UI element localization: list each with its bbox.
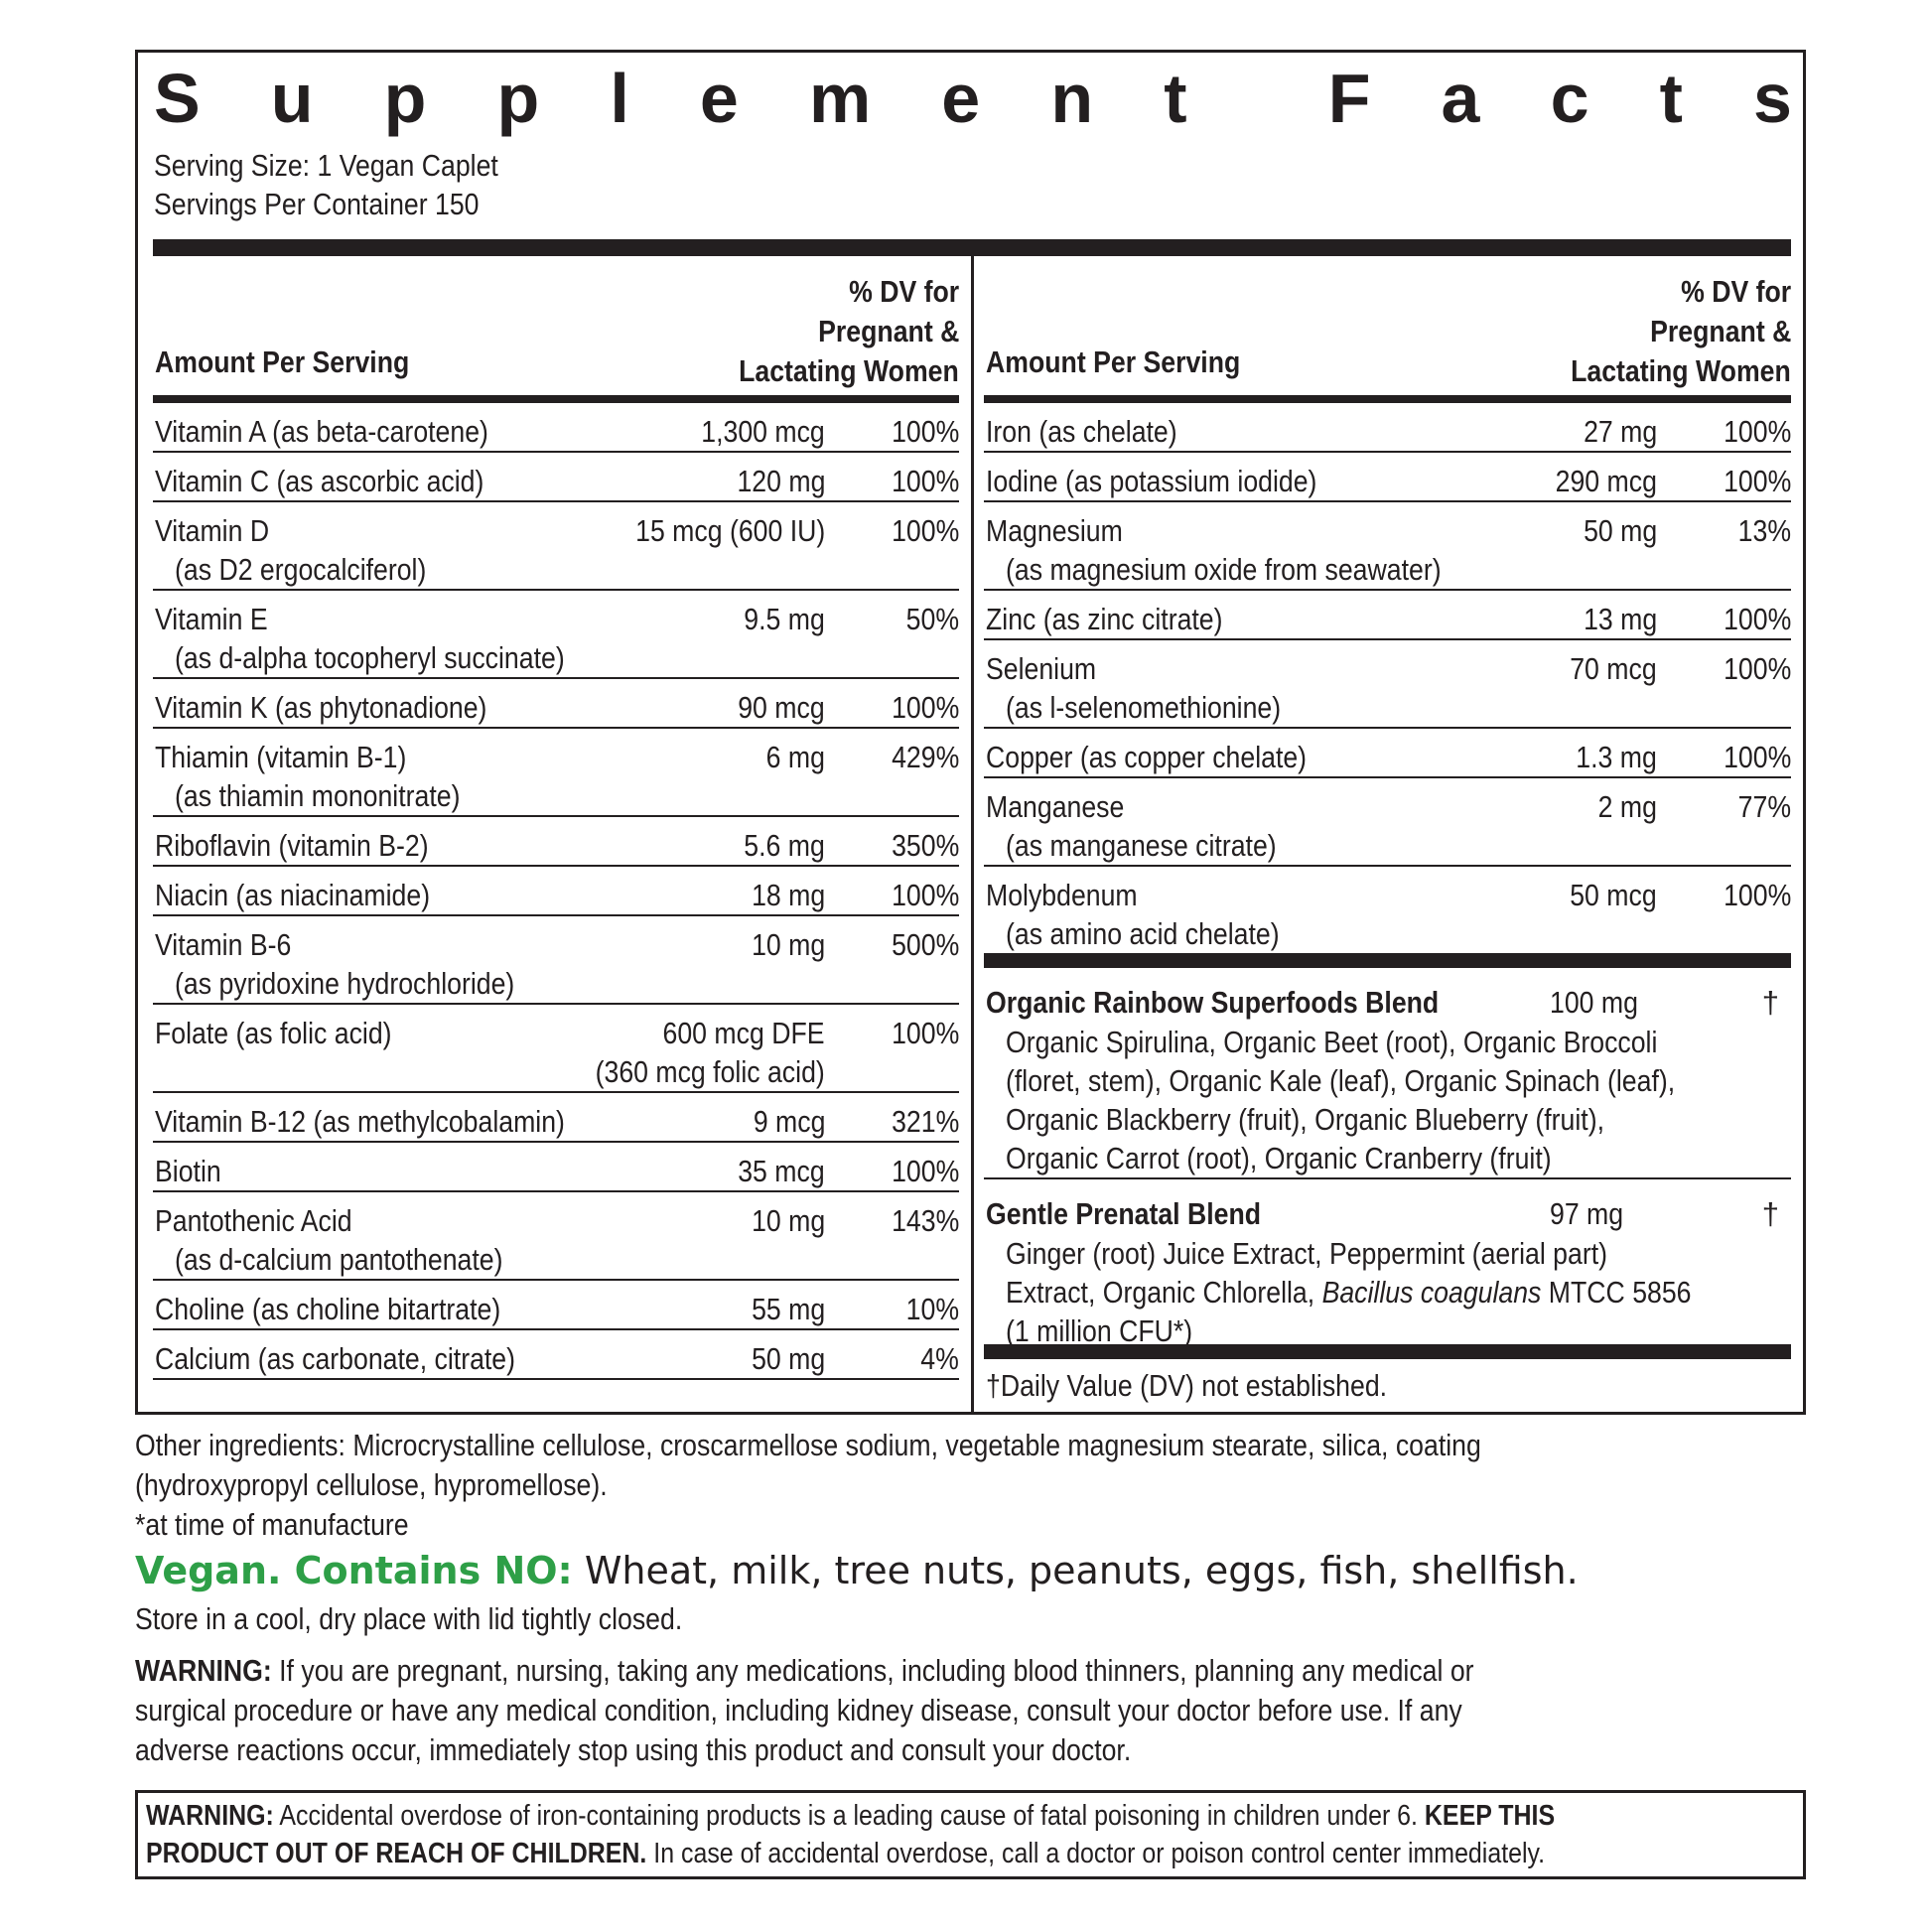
- title-letter: t: [1164, 60, 1187, 137]
- header-divider: [984, 395, 1791, 403]
- title-letter: p: [496, 60, 540, 137]
- title-letter: e: [699, 60, 739, 137]
- header-divider: [153, 395, 959, 403]
- allergen-list: Wheat, milk, tree nuts, peanuts, eggs, fish, shellfish.: [572, 1549, 1579, 1592]
- nutrient-row: Vitamin E (as d-alpha tocopheryl succinate) 9.5 mg 50%: [153, 591, 959, 679]
- servings-per-container: Servings Per Container 150: [154, 187, 480, 221]
- title-letter: s: [1753, 60, 1792, 137]
- title-letter: e: [941, 60, 981, 137]
- nutrient-row: Vitamin B-6 (as pyridoxine hydrochloride) 10 mg 500%: [153, 916, 959, 1005]
- amount-per-serving-label: Amount Per Serving: [986, 345, 1241, 379]
- superfoods-blend: Organic Rainbow Superfoods Blend 100 mg † Organic Spirulina, Organic Beet (root), Organic Broccoli (floret, stem), Organic Kale (leaf), Organic Spinach (leaf), Organic Blackberry (fruit), Organic Blueberry (fruit), Organic Carrot (root), Organic Cranberry (fruit): [984, 968, 1791, 1179]
- nutrient-row: Thiamin (vitamin B-1) (as thiamin mononitrate) 6 mg 429%: [153, 729, 959, 817]
- title-letter: S: [154, 60, 201, 137]
- dv-header-label: % DV for Pregnant & Lactating Women: [1571, 274, 1791, 388]
- nutrient-row: Magnesium (as magnesium oxide from seawater) 50 mg 13%: [984, 502, 1791, 591]
- nutrient-row: Zinc (as zinc citrate) 13 mg 100%: [984, 591, 1791, 640]
- nutrient-row: Iron (as chelate) 27 mg 100%: [984, 403, 1791, 453]
- nutrient-row: Folate (as folic acid) 600 mcg DFE (360 mcg folic acid) 100%: [153, 1005, 959, 1093]
- serving-size: Serving Size: 1 Vegan Caplet: [154, 148, 498, 183]
- nutrient-row: Vitamin B-12 (as methylcobalamin) 9 mcg 321%: [153, 1093, 959, 1143]
- supplement-facts-panel: [135, 50, 1806, 1415]
- nutrient-row: Manganese (as manganese citrate) 2 mg 77%: [984, 778, 1791, 867]
- panel-title: [154, 59, 1792, 138]
- nutrient-row: Calcium (as carbonate, citrate) 50 mg 4%: [153, 1330, 959, 1380]
- left-nutrient-column: [153, 256, 959, 1380]
- nutrient-row: Riboflavin (vitamin B-2) 5.6 mg 350%: [153, 817, 959, 867]
- title-letter: n: [1050, 60, 1094, 137]
- title-letter: c: [1550, 60, 1589, 137]
- column-header: [153, 256, 959, 395]
- nutrient-row: Choline (as choline bitartrate) 55 mg 10%: [153, 1281, 959, 1330]
- nutrient-row: Vitamin A (as beta-carotene) 1,300 mcg 100%: [153, 403, 959, 453]
- thick-divider: [153, 239, 1791, 256]
- other-ingredients: Other ingredients: Microcrystalline cellulose, croscarmellose sodium, vegetable magnesium stearate, silica, coating (hydroxypropyl cellulose, hypromellose).: [135, 1428, 1481, 1502]
- nutrient-row: Iodine (as potassium iodide) 290 mcg 100%: [984, 453, 1791, 502]
- title-letter: u: [270, 60, 314, 137]
- blend-divider: [984, 953, 1791, 968]
- manufacture-footnote: *at time of manufacture: [135, 1507, 409, 1542]
- nutrient-row: Copper (as copper chelate) 1.3 mg 100%: [984, 729, 1791, 778]
- vegan-label: Vegan. Contains NO:: [135, 1549, 573, 1592]
- nutrient-row: Molybdenum (as amino acid chelate) 50 mcg 100%: [986, 878, 1791, 951]
- nutrient-row: Pantothenic Acid (as d-calcium pantothenate) 10 mg 143%: [153, 1192, 959, 1281]
- title-letter: a: [1441, 60, 1480, 137]
- column-divider: [971, 256, 974, 1415]
- title-letter: F: [1327, 60, 1371, 137]
- iron-warning-box: WARNING: Accidental overdose of iron-containing products is a leading cause of fatal poisoning in children under 6. KEEP THIS PRODUCT OUT OF REACH OF CHILDREN. In case of accidental overdose, call a doctor or poison control center immediately.: [135, 1790, 1806, 1879]
- dv-footnote: †Daily Value (DV) not established.: [986, 1368, 1388, 1403]
- title-letter: m: [808, 60, 872, 137]
- amount-per-serving-label: Amount Per Serving: [155, 345, 410, 379]
- nutrient-row: Vitamin C (as ascorbic acid) 120 mg 100%: [153, 453, 959, 502]
- nutrient-row: Selenium (as l-selenomethionine) 70 mcg 100%: [984, 640, 1791, 729]
- nutrient-row: Biotin 35 mcg 100%: [153, 1143, 959, 1192]
- title-letter: p: [383, 60, 427, 137]
- nutrient-row: Vitamin K (as phytonadione) 90 mcg 100%: [153, 679, 959, 729]
- prenatal-blend: Gentle Prenatal Blend 97 mg † Ginger (root) Juice Extract, Peppermint (aerial part) Extract, Organic Chlorella, Bacillus coagulans MTCC 5856 (1 million CFU*): [986, 1196, 1779, 1348]
- column-header: [984, 256, 1791, 395]
- title-letter: t: [1659, 60, 1683, 137]
- title-letter: l: [610, 60, 629, 137]
- nutrient-row: Niacin (as niacinamide) 18 mg 100%: [153, 867, 959, 916]
- allergen-statement: [135, 1546, 1579, 1595]
- dv-header-label: % DV for Pregnant & Lactating Women: [739, 274, 959, 388]
- right-nutrient-column: [984, 256, 1791, 1419]
- general-warning: WARNING: If you are pregnant, nursing, taking any medications, including blood thinners, planning any medical or surgical procedure or have any medical condition, including kidney disease, consult your doctor before use. If any adverse reactions occur, immediately stop using this product and consult your doctor.: [135, 1653, 1474, 1767]
- storage-instructions: Store in a cool, dry place with lid tightly closed.: [135, 1601, 683, 1636]
- nutrient-row: Vitamin D (as D2 ergocalciferol) 15 mcg (600 IU) 100%: [153, 502, 959, 591]
